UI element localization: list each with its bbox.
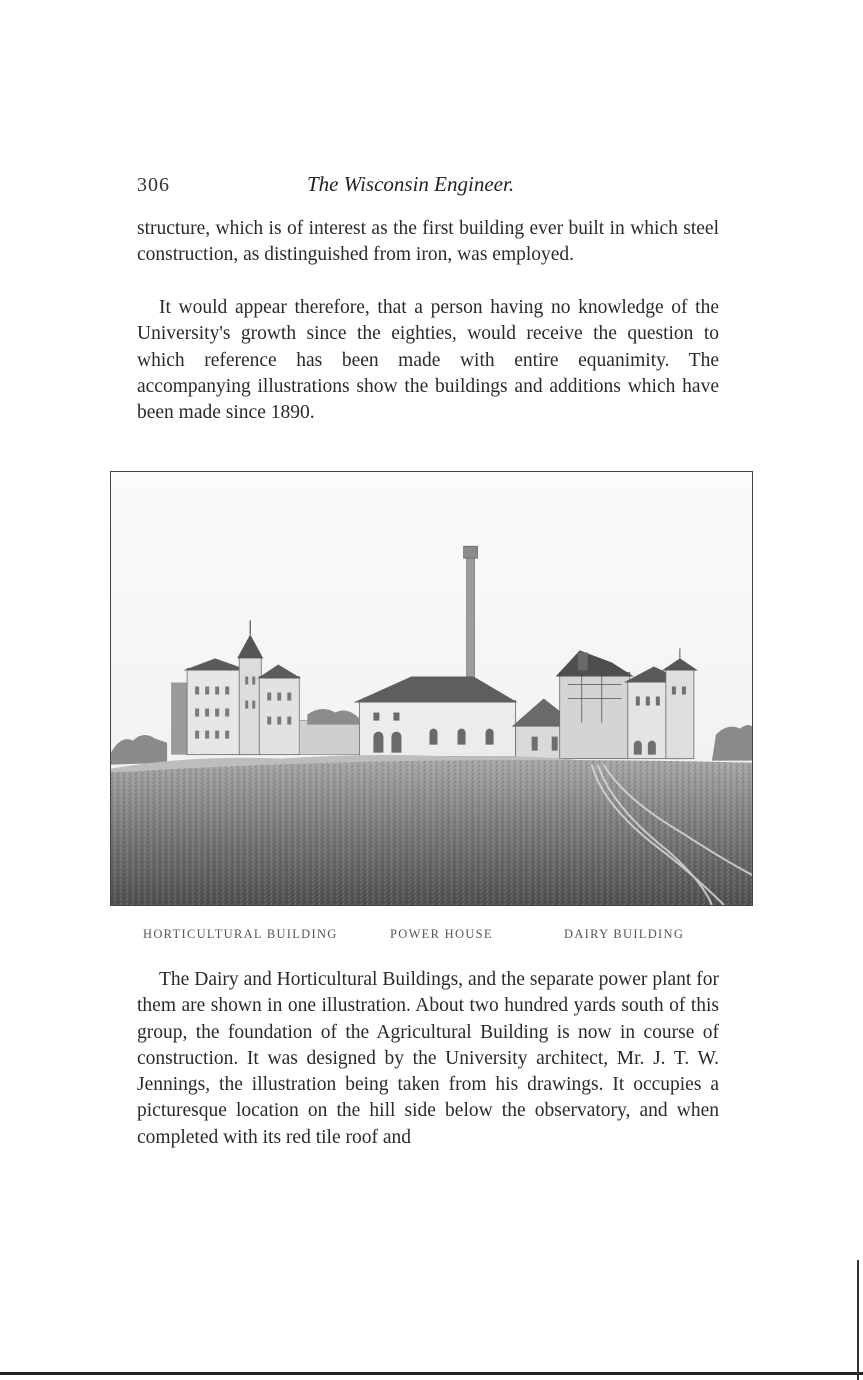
page-header — [137, 170, 717, 200]
paragraph-3 — [137, 967, 719, 1151]
caption-dairy-building: DAIRY BUILDING — [564, 927, 685, 941]
page-number: 306 — [137, 174, 170, 196]
photo-illustration — [111, 472, 752, 905]
paragraph-2 — [137, 295, 719, 426]
campus-photograph — [110, 471, 753, 906]
running-title: The Wisconsin Engineer. — [307, 172, 515, 196]
scan-edge-right — [857, 1260, 859, 1380]
paragraph-1-text: structure, which is of interest as the first building ever built in which steel construction, as distinguished from iron, was employed. — [137, 218, 719, 266]
caption-power-house: POWER HOUSE — [390, 927, 493, 941]
paragraph-1 — [137, 216, 719, 269]
caption-horticultural-building: HORTICULTURAL BUILDING — [143, 927, 338, 941]
paragraph-2-text: It would appear therefore, that a person having no knowledge of the University's growth since the eighties, would receive the question to which reference has been made with entire equanimity. The accompanying illustrations show the buildings and additions which have been made since 1890. — [137, 297, 719, 424]
scan-edge-bottom — [0, 1372, 863, 1375]
paragraph-3-text: The Dairy and Horticultural Buildings, and the separate power plant for them are shown in one illustration. About two hundred yards south of this group, the foundation of the Agricultural Building is now in course of construction. It was designed by the University architect, Mr. J. T. W. Jennings, the illustration being taken from his drawings. It occupies a picturesque location on the hill side below the observatory, and when completed with its red tile roof and — [137, 969, 719, 1148]
